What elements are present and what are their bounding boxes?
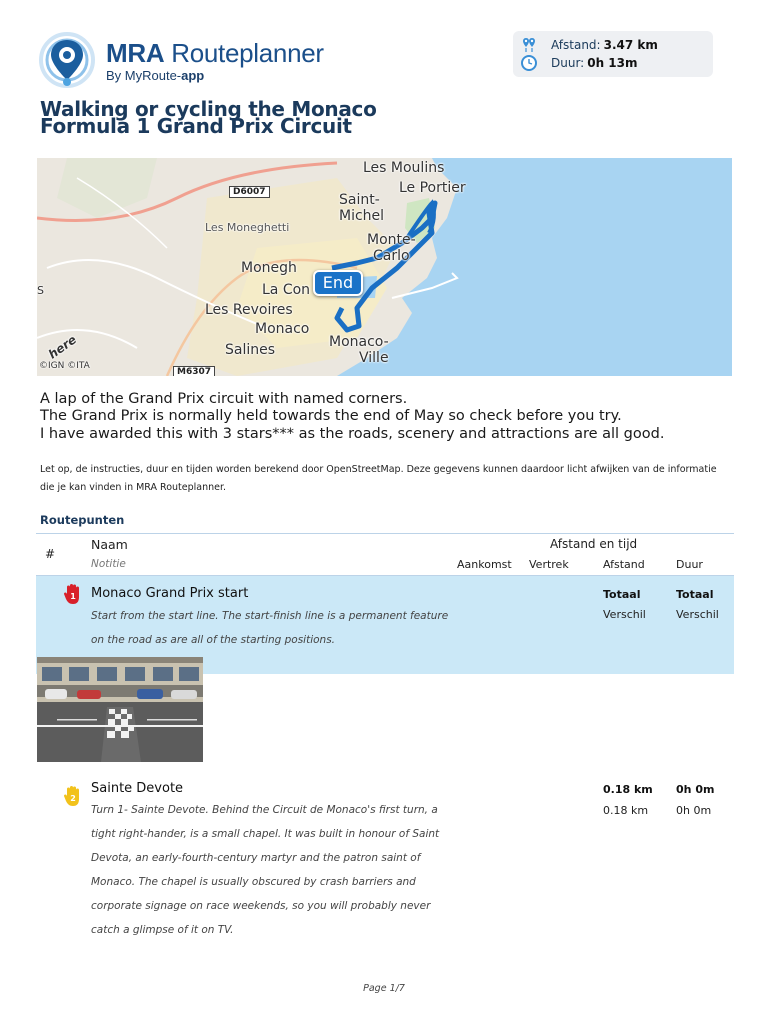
- col-distance: Afstand: [603, 558, 645, 571]
- table-row[interactable]: [36, 777, 734, 936]
- end-marker[interactable]: End: [313, 270, 363, 296]
- point-note: Turn 1- Sainte Devote. Behind the Circuit de Monaco's first turn, a tight right-hander, is a small chapel. It was built in honour of Saint Devota, an early-fourth-century martyr and the patron saint of Monaco. The chapel is usually obscured by crash barriers and corporate signage on race weekends, so you will probably never catch a glimpse of it on TV.: [91, 804, 440, 936]
- map-label-les-revoires: Les Revoires: [205, 302, 293, 318]
- disclaimer: Let op, de instructies, duur en tijden worden berekend door OpenStreetMap. Deze gegevens kunnen daardoor licht afwijken van de informatie die je kan vinden in MRA Routeplanner.: [40, 464, 717, 493]
- routepoints-table-continued: [36, 777, 734, 936]
- col-hash: #: [45, 547, 56, 561]
- map-label-monaco: Monaco: [255, 321, 310, 337]
- here-logo: here: [45, 332, 79, 362]
- col-arrival: Aankomst: [457, 558, 512, 571]
- map-label-les-moulins: Les Moulins: [363, 160, 445, 176]
- map-label-salines: Salines: [225, 342, 276, 358]
- map-label-moneghetti: Monegh: [241, 260, 297, 276]
- map-label-saint-michel-1: Saint-: [339, 192, 380, 208]
- description-line: A lap of the Grand Prix circuit with named corners.: [40, 391, 408, 407]
- description-line: I have awarded this with 3 stars*** as the roads, scenery and attractions are all good.: [40, 425, 665, 442]
- col-departure: Vertrek: [529, 558, 569, 571]
- map-label-le-portier: Le Portier: [399, 180, 466, 196]
- route-title: Walking or cycling the Monaco Formula 1 Grand Prix Circuit: [40, 97, 377, 138]
- pins-icon: [521, 37, 537, 53]
- brand-subtitle: By MyRoute-app: [106, 68, 205, 83]
- duration-diff: Verschil: [676, 608, 719, 621]
- point-name: Sainte Devote: [91, 781, 184, 796]
- map-label-monte-carlo-2: Carlo: [373, 248, 410, 264]
- duration-total: Totaal: [676, 588, 714, 601]
- route-map[interactable]: [37, 158, 732, 376]
- map-pin-logo-icon: [36, 32, 98, 90]
- point-name: Monaco Grand Prix start: [91, 586, 249, 601]
- map-label-edge: S: [37, 284, 44, 297]
- description-line: The Grand Prix is normally held towards the end of May so check before you try.: [40, 408, 622, 425]
- distance-total: Totaal: [603, 588, 641, 601]
- routepoints-table: [36, 533, 734, 674]
- waypoint-photo[interactable]: [37, 657, 203, 762]
- distance-diff: Verschil: [603, 608, 646, 621]
- clock-icon: [521, 55, 537, 71]
- point-number: 1: [70, 592, 76, 601]
- map-label-monaco-ville-2: Ville: [359, 350, 389, 366]
- route-summary: [513, 31, 713, 77]
- table-header: [36, 533, 734, 576]
- brand-logo: [36, 32, 336, 92]
- start-line-photo: [37, 657, 203, 762]
- map-copyright: ©IGN ©ITA: [39, 361, 90, 371]
- routepoints-title: Routepunten: [40, 513, 125, 527]
- map-label-les-moneghetti: Les Moneghetti: [205, 221, 290, 234]
- point-number: 2: [70, 794, 76, 803]
- duration-total: 0h 0m: [676, 783, 715, 796]
- brand-title: MRA Routeplanner: [106, 38, 324, 68]
- duration-label: Duur:: [551, 56, 585, 70]
- hand-yellow-icon: [63, 785, 83, 807]
- duration-diff: 0h 0m: [676, 804, 712, 817]
- map-label-saint-michel-2: Michel: [339, 208, 385, 224]
- col-name: Naam: [91, 537, 128, 552]
- distance-total: 0.18 km: [603, 783, 653, 796]
- duration-value: 0h 13m: [587, 56, 638, 70]
- col-duration: Duur: [676, 558, 703, 571]
- distance-value: 3.47 km: [603, 38, 658, 52]
- point-note: Start from the start line. The start-finish line is a permanent feature on the road as are all of the starting positions.: [91, 610, 449, 646]
- road-badge-d6007: D6007: [229, 186, 270, 198]
- col-note: Notitie: [91, 558, 126, 570]
- distance-summary: [521, 36, 713, 54]
- map-label-monaco-ville-1: Monaco-: [329, 334, 389, 350]
- col-distance-time: Afstand en tijd: [550, 537, 638, 551]
- road-badge-m6307: M6307: [173, 366, 215, 376]
- distance-diff: 0.18 km: [603, 804, 649, 817]
- route-description: [40, 391, 740, 443]
- map-label-la-condamine: La Con: [262, 282, 311, 298]
- map-label-monte-carlo-1: Monte-: [367, 232, 416, 248]
- duration-summary: [521, 54, 713, 72]
- hand-stop-red-icon: [63, 583, 83, 605]
- distance-label: Afstand:: [551, 38, 601, 52]
- page-number: Page 1/7: [363, 983, 405, 994]
